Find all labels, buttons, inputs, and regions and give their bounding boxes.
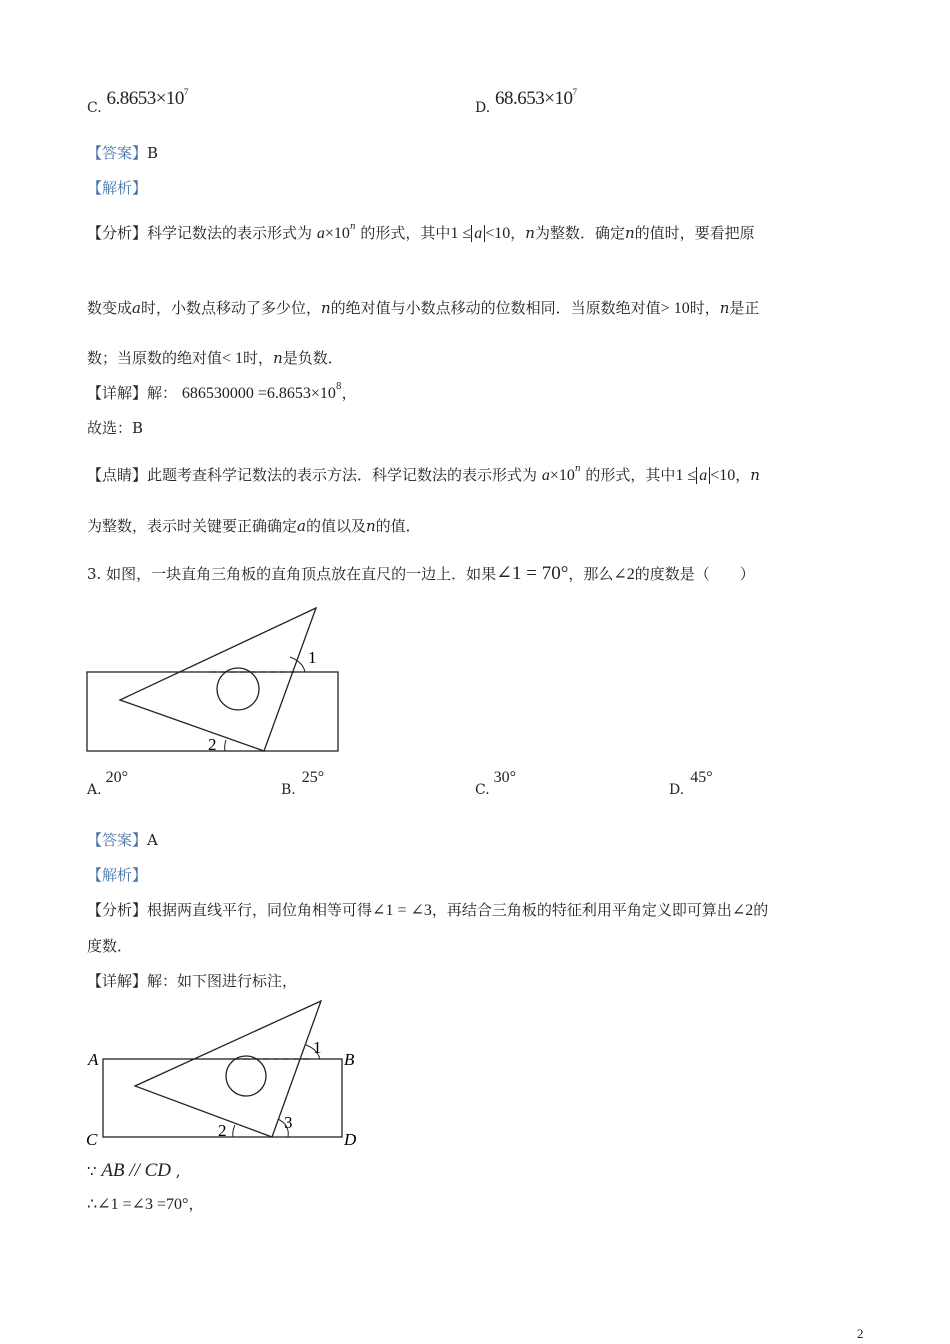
option-c-q3: C.30° — [475, 769, 517, 798]
angle-1-label: 1 — [308, 648, 317, 667]
analysis-q3-line-2: 度数． — [87, 937, 133, 955]
because-line: ∵ AB // CD , — [87, 1160, 181, 1181]
angle-2-label-2: 2 — [218, 1121, 227, 1140]
labeled-figure — [80, 995, 370, 1155]
triangle-hole — [217, 668, 259, 710]
triangle-hole-2 — [226, 1056, 266, 1096]
option-d: D. $68.653\times 10^7$ — [475, 87, 577, 116]
angle-1-label-2: 1 — [313, 1038, 322, 1057]
question-3-stem: 3. 如图，一块直角三角板的直角顶点放在直尺的一边上．如果∠1 = 70°，那么∠2的度数是（ ） — [87, 563, 755, 584]
answer-line-q3: 【答案】A — [87, 831, 158, 849]
option-b: B.25° — [281, 769, 325, 798]
analysis-q3-line-1: 【分析】根据两直线平行，同位角相等可得∠1 = ∠3，再结合三角板的特征利用平角定义即可算出∠2的 — [87, 901, 769, 919]
triangle-2 — [135, 1001, 321, 1137]
ruler-triangle-figure — [80, 600, 350, 760]
therefore-line: ∴∠1 =∠3 =70°， — [87, 1195, 204, 1213]
detail-q3-line: 【详解】解：如下图进行标注， — [87, 972, 298, 990]
analysis-line-2: 数变成a时，小数点移动了多少位，n的绝对值与小数点移动的位数相同．当原数绝对值> 10时，n是正 — [87, 299, 760, 317]
angle-2-arc-2 — [233, 1125, 235, 1137]
triangle — [120, 608, 316, 751]
angle-2-arc — [225, 740, 226, 751]
page-number: 2 — [857, 1326, 864, 1341]
point-b-label: B — [344, 1050, 355, 1069]
angle-2-label: 2 — [208, 735, 217, 754]
option-a: A.20° — [87, 769, 128, 798]
analysis-tag-q3: 【解析】 — [87, 866, 148, 884]
option-d-q3: D.45° — [669, 769, 713, 798]
point-a-label: A — [88, 1050, 99, 1069]
angle-3-label: 3 — [284, 1113, 293, 1132]
analysis-line-1: 【分析】科学记数法的表示形式为 $a\times 10^n$ 的形式，其中1 ≤ a <10，n为整数．确定n的值时，要看把原 — [87, 222, 755, 242]
comment-line-2: 为整数，表示时关键要正确确定a的值以及n的值． — [87, 517, 421, 535]
comment-line-1: 【点睛】此题考查科学记数法的表示方法．科学记数法的表示形式为 $a\times 10^n$ 的形式，其中1 ≤ a <10，n — [87, 464, 760, 484]
point-d-label: D — [344, 1130, 357, 1149]
option-c: C. $6.8653\times 10^7$ — [87, 87, 188, 116]
detail-line: 【详解】解： $686530000 =6.8653\times 10^8$， — [87, 382, 357, 402]
analysis-line-3: 数；当原数的绝对值< 1时，n是负数． — [87, 349, 343, 367]
point-c-label: C — [86, 1130, 98, 1149]
analysis-tag: 【解析】 — [87, 179, 148, 197]
choice-line: 故选：B — [87, 419, 144, 437]
answer-line: 【答案】B — [87, 144, 159, 162]
